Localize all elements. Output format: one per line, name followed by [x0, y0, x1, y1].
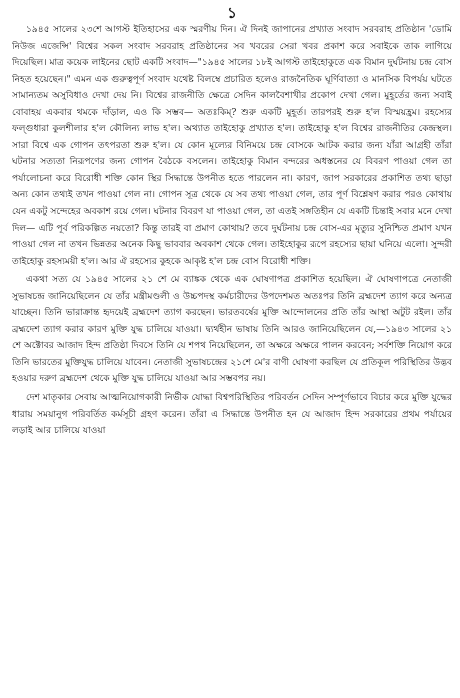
page-number: ১: [227, 4, 237, 22]
paragraph-2: একথা সত্য যে ১৯৪৫ সালের ২১ শে মে ব্যাঙ্কক থেকে এক ঘোষণাপত্র প্রকাশিত হয়েছিল। ঐ ঘোষণাপত্রে নেতাজী সুভাষচন্দ্র জানিয়েছিলেন যে তাঁর মন্ত্রীমণ্ডলী ও উচ্চপদস্থ কর্মচারীদের উপদেশমত অতঃপর তিনি ব্রহ্মদেশ ত্যাগ করে অন্যত্র যাচ্ছেন। তিনি ভারাক্রান্ত হৃদয়েই ব্রহ্মদেশ ত্যাগ করছেন। ভারতবর্ষের মুক্তি আন্দোলনের প্রতি তাঁর আস্থা অটুট রইল। তাঁর ব্রহ্মদেশ ত্যাগ করার কারণ মুক্তি যুদ্ধ চালিয়ে যাওয়া। দ্ব্যর্থহীন ভাষায় তিনি আরও জানিয়েছিলেন যে,—১৯৪৩ সালের ২১ শে অক্টোবর আজাদ হিন্দ প্রতিষ্ঠা দিবসে তিনি যে শপথ নিয়েছিলেন, তা অক্ষরে অক্ষরে পালন করবেন; সর্বশক্তি নিয়োগ করে তিনি ভারতের মুক্তিযুদ্ধ চালিয়ে যাবেন। নেতাজী সুভাষচন্দ্রের ২১শে মে'র বাণী ঘোষণা করছিল যে প্রতিকূল পরিস্থিতির উদ্ভব হওয়ার দরুণ ব্রহ্মদেশ থেকে মুক্তি যুদ্ধ চালিয়ে যাওয়া আর সম্ভবপর নয়।: [12, 275, 452, 385]
paragraph-3: দেশ মাতৃকার সেবায় আত্মনিয়োগকারী নির্ভীক যোদ্ধা বিশ্বপরিস্থিতির পরিবর্তন সেদিন সম্পূর্ণভাবে বিচার করে মুক্তি যুদ্ধের ধারায় সময়ানুগ পরিবর্তিত কর্মসূচী গ্রহণ করেন। তাঁরা এ সিদ্ধান্তে উপনীত হন যে আজাদ হিন্দ সরকারের প্রথম পর্যায়ের লড়াই আর চালিয়ে যাওয়া: [12, 393, 452, 437]
paragraph-1: ১৯৪৫ সালের ২৩শে আগস্ট ইতিহাসের এক স্মরণীয় দিন। ঐ দিনই জাপানের প্রখ্যাত সংবাদ সরবরাহ প্রতিষ্ঠান 'ডোমি নিউজ এজেন্সি' বিশ্বের সকল সংবাদ সরবরাহ প্রতিষ্ঠানের সব খবরের সেরা খবর প্রকাশ করে সবাইকে তাক লাগিয়ে দিয়েছিল। মাত্র কয়েক লাইনের ছোট একটি সংবাদ—"১৯৪৫ সালের ১৮ই আগস্ট তাইহোকুতে এক বিমান দুর্ঘটনায় চন্দ্র বোস নিহত হয়েছেন।" এমন এক গুরুত্বপূর্ণ সংবাদ যথেষ্ট বিলম্বে প্রচারিত হলেও রাজনৈতিক ঘূর্ণিবাত্যা ও মানসিক বিপর্যয় ঘটতে সামান্যতম অসুবিধাও দেখা দেয় নি। বিশ্বের রাজনীতি ক্ষেত্রে সেদিন কালবৈশাখীর প্রকোপ দেখা গেল। মুহূর্তের জন্য সবাই বোবাহয় একবার থমকে দাঁড়াল, এও কি সম্ভব— অতঃকিম্? শুরু একটি মুহূর্ত। তারপরই শুরু হ'ল বিস্ময়হ্রম। রহস্যের ফল্গুধারা কুলশীলার হ'ল কৌলিন্য লাভ হ'ল। অথ্যাত তাইহোকু প্রখ্যাত হ'ল। তাইহোকু হ'ল বিশ্বের রাজনীতির কেন্দ্রস্থল। সারা বিশ্বে এক গোপন তৎপরতা শুরু হ'ল। যে কোন মূল্যের বিনিময়ে চন্দ্র বোসকে আটক করার জন্য যাঁরা আগ্রহী তাঁরা ঘটনার সত্যতা নিরূপণের জন্য গোপন বৈঠকে বসলেন। তাইহোকু বিমান বন্দরের অধস্তনের যে বিবরণ পাওয়া গেল তা পর্যালোচনা করে বিরোধী শক্তি কোন স্থির সিদ্ধান্তে উপনীত হতে পারলেন না। কারণ, জাপ সরকারের প্রকাশিত তথ্য ছাড়া অন্য কোন তথ্যই তখন পাওয়া গেল না। গোপন সূত্র থেকে যে সব তথ্য পাওয়া গেল, তার পূর্ণ বিশ্লেষণ করার পরও কোথায় যেন একটু সন্দেহের অবকাশ রয়ে গেল। ঘটনার বিবরণ যা পাওয়া গেল, তা এতই সঙ্গতিহীন যে একটি চিন্তাই সবার মনে দেখা দিল— এটি পূর্ব পরিকল্পিত নয়তো? কিন্তু তারই বা প্রমাণ কোথায়? তবে দুর্ঘটনায় চন্দ্র বোস-এর মৃত্যুর সুনিশ্চিত প্রমাণ যখন পাওয়া গেল না তখন ভিন্নতর অনেক কিছু ভাববার অবকাশ থেকে গেল। তাইহোকুর রূপে রহস্যের ছায়া ঘনিয়ে এলো। সুন্দরী তাইহোকু রহস্যময়ী হ'ল। আর ঐ রহস্যের কুহকে আকৃষ্ট হ'ল চন্দ্র বোস বিরোধী শক্তি।: [12, 25, 452, 267]
document-page: [12, 4, 452, 694]
